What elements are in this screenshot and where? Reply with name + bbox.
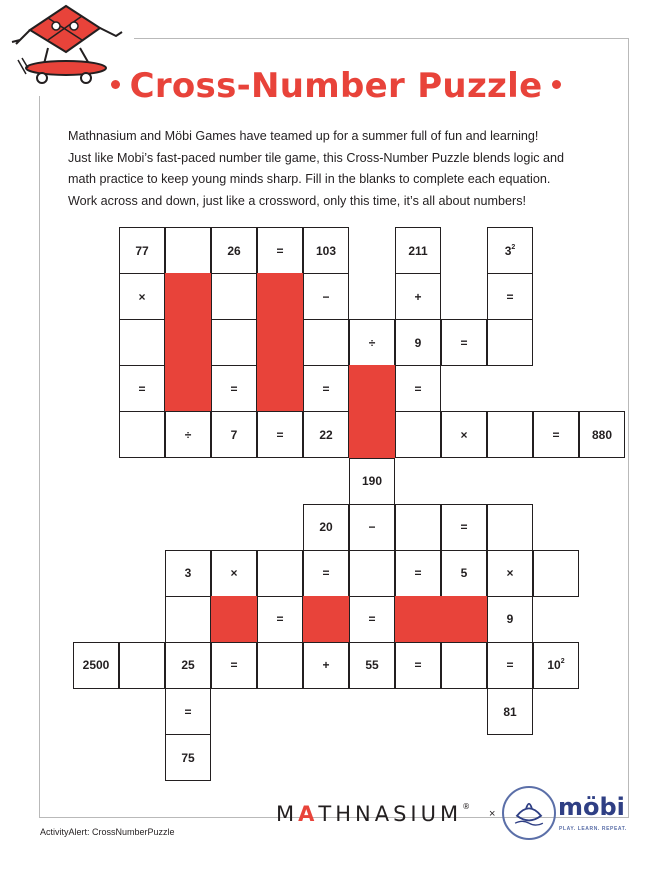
blank-answer-cell[interactable] [395,411,441,458]
puzzle-cell [349,596,395,643]
puzzle-cell [257,596,303,643]
puzzle-cell [73,642,119,689]
intro-line: Mathnasium and Möbi Games have teamed up for a summer full of fun and learning! [68,129,539,143]
cell-value: 20 [319,520,333,535]
blocked-cell [395,596,441,643]
puzzle-cell [257,227,303,274]
puzzle-cell [441,411,487,458]
cell-value: 7 [230,427,238,442]
brand-a: A [298,802,319,826]
blank-answer-cell[interactable] [487,504,533,551]
puzzle-cell [211,642,257,689]
puzzle-cell [395,365,441,412]
blank-answer-cell[interactable] [211,319,257,366]
cell-value: = [322,566,330,581]
puzzle-cell [395,273,441,320]
puzzle-cell [441,550,487,597]
activity-label: ActivityAlert: CrossNumberPuzzle [40,827,175,837]
puzzle-cell [165,734,211,781]
blocked-cell [257,365,303,412]
cell-value: − [322,289,330,304]
cell-value: = [414,381,422,396]
cell-value: − [368,520,376,535]
puzzle-cell [303,273,349,320]
blank-answer-cell[interactable] [257,550,303,597]
mobi-logo-text: möbi [558,793,625,821]
cell-value: 880 [591,427,613,442]
blocked-cell [165,273,211,320]
blank-answer-cell[interactable] [119,319,165,366]
blank-answer-cell[interactable] [165,596,211,643]
cell-value: = [460,520,468,535]
cell-value: 77 [135,243,149,258]
cell-value: = [506,289,514,304]
cell-value: = [184,704,192,719]
blank-answer-cell[interactable] [211,273,257,320]
cell-value: = [506,658,514,673]
puzzle-cell [211,227,257,274]
cell-value: 5 [460,566,468,581]
blocked-cell [211,596,257,643]
cell-value: 26 [227,243,241,258]
cell-value: × [230,566,238,581]
cell-value: 3 [184,566,192,581]
brand-rest: THNASIUM [318,802,463,826]
cell-value: = [230,381,238,396]
mathnasium-logo [276,802,470,826]
puzzle-cell [165,411,211,458]
cell-value: × [460,427,468,442]
cell-value: = [276,243,284,258]
blank-answer-cell[interactable] [257,642,303,689]
brand-registered: ® [462,802,471,811]
cell-value: 103 [315,243,337,258]
cell-value: 10 [547,658,561,673]
puzzle-cell [303,365,349,412]
puzzle-cell [487,642,533,689]
puzzle-cell [349,504,395,551]
puzzle-cell [119,227,165,274]
brand-m: M [276,802,299,826]
puzzle-cell [303,227,349,274]
cell-value: = [552,427,560,442]
cell-value: 9 [414,335,422,350]
intro-line: Just like Mobi’s fast-paced number tile game, this Cross-Number Puzzle blends logic and [68,150,565,165]
blank-answer-cell[interactable] [119,411,165,458]
puzzle-cell [165,688,211,735]
puzzle-cell: 3 $^2$ [487,227,533,274]
puzzle-cell [349,642,395,689]
intro-line: Work across and down, just like a crossword, only this time, it’s all about numbers! [68,193,526,208]
cell-value: = [414,658,422,673]
puzzle-cell [119,365,165,412]
puzzle-cell [395,319,441,366]
blank-answer-cell[interactable] [487,411,533,458]
cell-value: + [414,289,422,304]
blocked-cell [257,319,303,366]
puzzle-cell [579,411,625,458]
cell-value: ÷ [368,335,376,350]
puzzle-cell [441,504,487,551]
puzzle-cell [303,504,349,551]
cell-value: 81 [503,704,517,719]
cell-value: × [506,566,514,581]
cell-value: = [276,612,284,627]
cell-value: 22 [319,427,333,442]
puzzle-cell [303,642,349,689]
puzzle-cell [303,411,349,458]
partner-times: × [489,808,496,820]
mobi-whale-icon [502,786,556,840]
blocked-cell [165,319,211,366]
puzzle-cell [211,550,257,597]
puzzle-cell [303,550,349,597]
blocked-cell [349,365,395,412]
cell-value: 2500 [82,658,110,673]
puzzle-cell [211,365,257,412]
blank-answer-cell[interactable] [165,227,211,274]
blocked-cell [441,596,487,643]
blank-answer-cell[interactable] [303,319,349,366]
blank-answer-cell[interactable] [349,550,395,597]
blank-answer-cell[interactable] [119,642,165,689]
puzzle-cell [165,642,211,689]
blank-answer-cell[interactable] [533,550,579,597]
cell-value: 55 [365,658,379,673]
blank-answer-cell[interactable] [441,642,487,689]
cell-value: = [322,381,330,396]
blocked-cell [303,596,349,643]
blank-answer-cell[interactable] [487,319,533,366]
cell-value: 190 [361,474,383,488]
puzzle-cell [487,273,533,320]
cell-value: 75 [181,750,195,765]
blocked-cell [349,411,395,458]
puzzle-cell [395,227,441,274]
puzzle-cell [441,319,487,366]
puzzle-cell [533,411,579,458]
intro-line: math practice to keep young minds sharp. Fill in the blanks to complete each equation. [68,172,551,186]
cell-value: = [460,335,468,350]
puzzle-cell [165,550,211,597]
title-text: Cross-Number Puzzle [129,66,543,106]
cell-value: 25 [181,658,195,673]
cell-value: = [230,658,238,673]
blocked-cell [165,365,211,412]
puzzle-cell [349,319,395,366]
puzzle-cell [211,411,257,458]
puzzle-cell: 10 $^2$ [533,642,579,689]
puzzle-cell [487,596,533,643]
cell-value: 3 [504,243,512,258]
cell-value: ÷ [184,427,192,442]
cell-value: = [368,612,376,627]
cell-value: × [138,289,146,304]
mobi-tagline: PLAY. LEARN. REPEAT. [559,826,627,832]
cell-value: = [138,381,146,396]
puzzle-cell [395,550,441,597]
blocked-cell [257,273,303,320]
puzzle-cell [119,273,165,320]
puzzle-cell [487,550,533,597]
blank-answer-cell[interactable] [395,504,441,551]
cell-value: 9 [506,612,514,627]
cell-value: 211 [408,243,428,258]
cell-value: = [276,427,284,442]
puzzle-cell [349,458,395,505]
cell-value: + [322,658,330,673]
puzzle-cell [395,642,441,689]
puzzle-cell [487,688,533,735]
cell-value: = [414,566,422,581]
puzzle-cell [257,411,303,458]
